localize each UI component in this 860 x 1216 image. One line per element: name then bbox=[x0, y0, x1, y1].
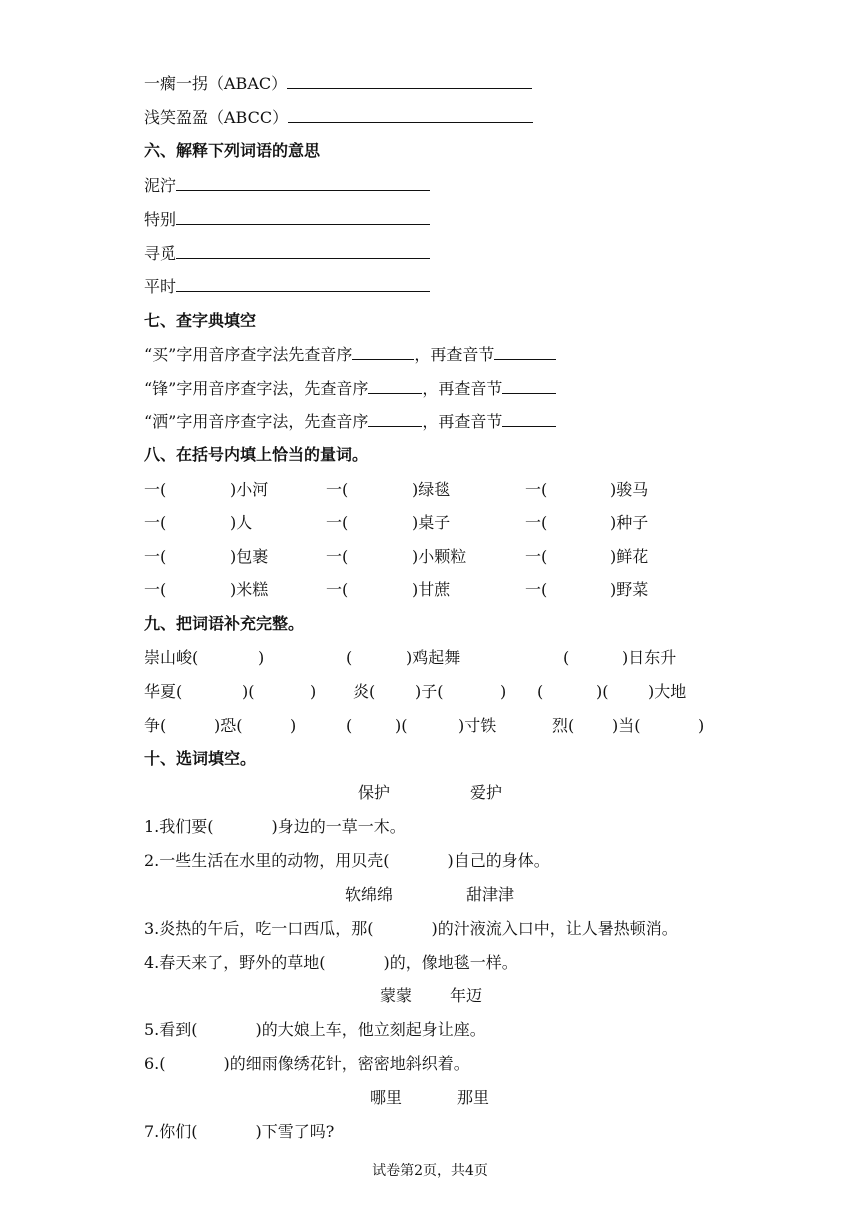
fill-question: 3.炎热的午后，吃一口西瓜，那( )的汁液流入口中，让人暑热顿消。 bbox=[144, 919, 678, 938]
answer-line[interactable] bbox=[368, 379, 422, 394]
idiom-row: 华夏( )( ) 炎( )子( ) ( )( )大地 bbox=[144, 682, 687, 701]
idiom-row: 崇山峻( ) ( )鸡起舞 ( )日东升 bbox=[144, 648, 677, 667]
word-choice: 甜津津 bbox=[466, 885, 515, 904]
answer-line[interactable] bbox=[502, 379, 556, 394]
answer-line[interactable] bbox=[502, 412, 556, 427]
answer-line[interactable] bbox=[287, 74, 532, 89]
measure-word-row: 一( )包裹 一( )小颗粒 一( )鲜花 bbox=[144, 547, 649, 566]
answer-line[interactable] bbox=[352, 345, 414, 360]
section-7-title: 七、查字典填空 bbox=[144, 311, 257, 330]
fill-question: 4.春天来了，野外的草地( )的，像地毯一样。 bbox=[144, 953, 518, 972]
answer-line[interactable] bbox=[368, 412, 422, 427]
fill-question: 7.你们( )下雪了吗? bbox=[144, 1122, 335, 1141]
fill-question: 6.( )的细雨像绣花针，密密地斜织着。 bbox=[144, 1054, 470, 1073]
measure-word-row: 一( )小河 一( )绿毯 一( )骏马 bbox=[144, 480, 649, 499]
abcc-question: 浅笑盈盈（ABCC） bbox=[144, 108, 533, 128]
fill-question: 1.我们要( )身边的一草一木。 bbox=[144, 817, 406, 836]
abac-question: 一瘸一拐（ABAC） bbox=[144, 74, 532, 94]
word-choice: 软绵绵 bbox=[345, 885, 394, 904]
answer-line[interactable] bbox=[176, 244, 430, 259]
idiom-row: 争( )恐( ) ( )( )寸铁 烈( )当( ) bbox=[144, 716, 705, 735]
dictionary-question: “洒”字用音序查字法，先查音序 ，再查音节 bbox=[144, 412, 556, 432]
measure-word-row: 一( )米糕 一( )甘蔗 一( )野菜 bbox=[144, 580, 649, 599]
word-choice: 那里 bbox=[457, 1088, 490, 1107]
word-choice: 哪里 bbox=[370, 1088, 403, 1107]
word-choice: 保护 bbox=[358, 783, 391, 802]
word-item: 平时 bbox=[144, 277, 430, 297]
answer-line[interactable] bbox=[176, 176, 430, 191]
section-10-title: 十、选词填空。 bbox=[144, 749, 257, 768]
word-choice: 爱护 bbox=[470, 783, 503, 802]
answer-line[interactable] bbox=[494, 345, 556, 360]
fill-question: 2.一些生活在水里的动物，用贝壳( )自己的身体。 bbox=[144, 851, 550, 870]
dictionary-question: “买”字用音序查字法先查音序 ，再查音节 bbox=[144, 345, 556, 365]
section-9-title: 九、把词语补充完整。 bbox=[144, 614, 305, 633]
measure-word-row: 一( )人 一( )桌子 一( )种子 bbox=[144, 513, 649, 532]
section-6-title: 六、解释下列词语的意思 bbox=[144, 141, 321, 160]
word-choice: 蒙蒙 bbox=[380, 986, 413, 1005]
word-item: 寻觅 bbox=[144, 244, 430, 264]
dictionary-question: “锋”字用音序查字法，先查音序 ，再查音节 bbox=[144, 379, 556, 399]
section-8-title: 八、在括号内填上恰当的量词。 bbox=[144, 445, 369, 464]
word-choice: 年迈 bbox=[450, 986, 483, 1005]
answer-line[interactable] bbox=[288, 108, 533, 123]
page-footer: 试卷第2页，共4页 bbox=[372, 1163, 488, 1179]
word-item: 特别 bbox=[144, 210, 430, 230]
word-item: 泥泞 bbox=[144, 176, 430, 196]
answer-line[interactable] bbox=[176, 277, 430, 292]
fill-question: 5.看到( )的大娘上车，他立刻起身让座。 bbox=[144, 1020, 486, 1039]
answer-line[interactable] bbox=[176, 210, 430, 225]
